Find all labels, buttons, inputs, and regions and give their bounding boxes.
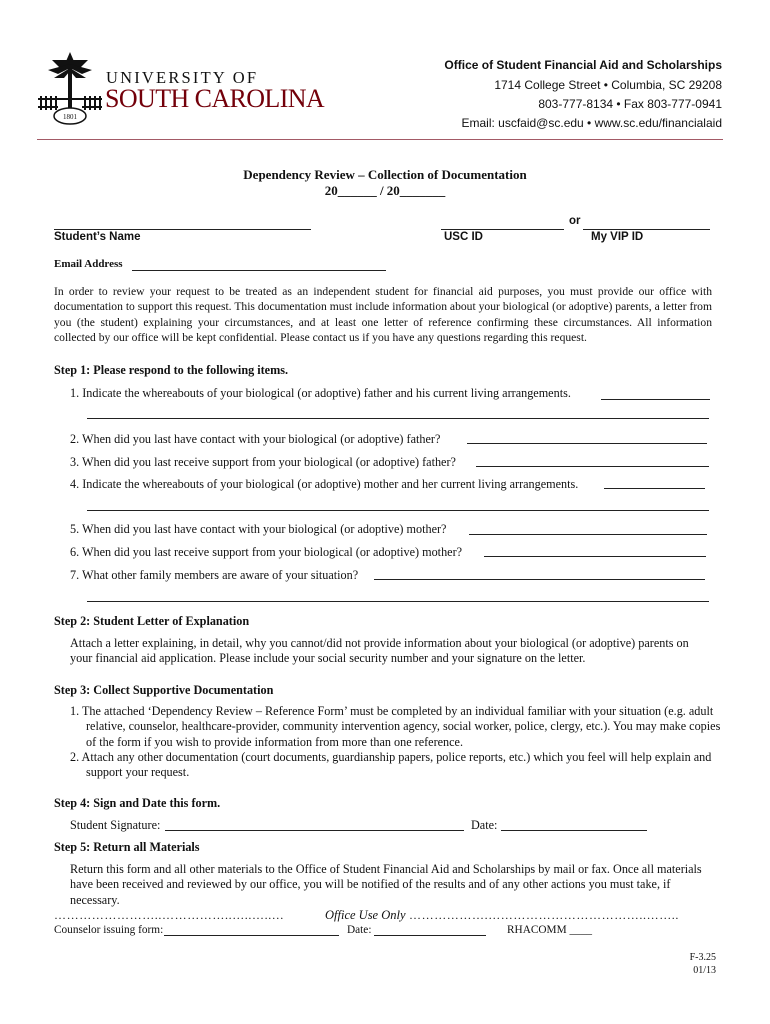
office-use-dots-left: ……………………..……………..…..…..… (54, 908, 285, 922)
step1-item-6: 6. When did you last receive support from your biological (or adoptive) mother? (70, 545, 463, 559)
header-divider (37, 139, 723, 140)
step3-heading: Step 3: Collect Supportive Documentation (54, 683, 274, 697)
signature-label: Student Signature: (70, 818, 161, 832)
step1-answer-6[interactable] (484, 556, 706, 557)
office-phone: 803-777-8134 • Fax 803-777-0941 (538, 97, 722, 111)
email-label: Email Address (54, 258, 123, 270)
step1-item-1: 1. Indicate the whereabouts of your biological (or adoptive) father and his current living arrangements. (70, 386, 571, 400)
counselor-field[interactable] (164, 935, 339, 936)
office-use-dots-right: ……………….………………………………..…….. (409, 908, 679, 922)
rhacomm-label: RHACOMM ____ (507, 924, 593, 936)
signature-field[interactable] (165, 830, 464, 831)
step1-answer-4b[interactable] (87, 510, 709, 511)
step1-answer-4a[interactable] (604, 488, 705, 489)
office-date-field[interactable] (374, 935, 486, 936)
usc-id-field[interactable] (441, 229, 564, 230)
step3-item-1: 1. The attached ‘Dependency Review – Reference Form’ must be completed by an individual familiar with your situation (e.g. adult relative, counselor, healthcare-provider, community intervention agency, social worker, police, clergy, etc.). You may make copies of the form if you wish to provide information from more than one reference. (70, 704, 721, 749)
student-name-field[interactable] (54, 229, 311, 230)
office-address: 1714 College Street • Columbia, SC 29208 (494, 78, 722, 92)
intro-paragraph: In order to review your request to be treated as an independent student for financial aid purposes, you must provide our office with documentation to support this request. This documentation must include information about your biological (or adoptive) parents, a letter from you (the student) explaining your circumstances, and at least one letter of reference confirming these circumstances. All information collected by our office will be kept confidential. Please contact us if you have any questions regarding this request. (54, 285, 712, 345)
step3-item-2: 2. Attach any other documentation (court documents, guardianship papers, police reports, etc.) which you feel will help explain and support your request. (70, 750, 712, 780)
office-email-web: Email: uscfaid@sc.edu • www.sc.edu/financialaid (461, 116, 722, 130)
step5-text: Return this form and all other materials to the Office of Student Financial Aid and Scholarships by mail or fax. Once all materials have been received and reviewed by our office, you will be notified of the results and of any other actions you must take, if necessary. (70, 862, 702, 907)
step1-answer-1a[interactable] (601, 399, 710, 400)
step5-heading: Step 5: Return all Materials (54, 840, 200, 854)
signature-date-label: Date: (471, 818, 498, 832)
svg-text:1801: 1801 (63, 113, 77, 121)
logo-university-of: UNIVERSITY OF (106, 68, 259, 87)
step1-answer-2[interactable] (467, 443, 707, 444)
vip-id-field[interactable] (583, 229, 710, 230)
step4-heading: Step 4: Sign and Date this form. (54, 796, 221, 810)
step1-item-2: 2. When did you last have contact with your biological (or adoptive) father? (70, 432, 441, 446)
page-title: Dependency Review – Collection of Documentation (243, 167, 527, 182)
office-date-label: Date: (347, 924, 372, 936)
step1-answer-5[interactable] (469, 534, 707, 535)
signature-date-field[interactable] (501, 830, 647, 831)
step1-answer-7b[interactable] (87, 601, 709, 602)
year-line: 20______ / 20_______ (324, 183, 446, 198)
office-name: Office of Student Financial Aid and Scholarships (444, 58, 722, 72)
step1-answer-3[interactable] (476, 466, 709, 467)
student-name-label: Student’s Name (54, 231, 141, 243)
form-code: F-3.25 (689, 952, 716, 963)
step1-answer-7a[interactable] (374, 579, 705, 580)
step1-item-5: 5. When did you last have contact with your biological (or adoptive) mother? (70, 522, 447, 536)
step2-heading: Step 2: Student Letter of Explanation (54, 614, 250, 628)
vip-id-label: My VIP ID (591, 231, 644, 243)
counselor-label: Counselor issuing form: (54, 924, 164, 936)
usc-logo (34, 46, 334, 132)
palmetto-seal-icon (34, 46, 106, 130)
step1-item-3: 3. When did you last receive support from your biological (or adoptive) father? (70, 455, 456, 469)
form-date: 01/13 (693, 965, 716, 976)
step1-item-4: 4. Indicate the whereabouts of your biological (or adoptive) mother and her current living arrangements. (70, 477, 579, 491)
or-label: or (569, 215, 581, 227)
step2-text: Attach a letter explaining, in detail, why you cannot/did not provide information about your biological (or adoptive) parents on your financial aid application. Please include your social security number and your signature on the letter. (70, 636, 689, 666)
step1-answer-1b[interactable] (87, 418, 709, 419)
email-field[interactable] (132, 270, 386, 271)
step1-heading: Step 1: Please respond to the following items. (54, 363, 289, 377)
office-use-label: Office Use Only (325, 908, 406, 922)
usc-id-label: USC ID (444, 231, 483, 243)
logo-south-carolina: SOUTH CAROLINA (105, 84, 325, 113)
step1-item-7: 7. What other family members are aware of your situation? (70, 568, 359, 582)
